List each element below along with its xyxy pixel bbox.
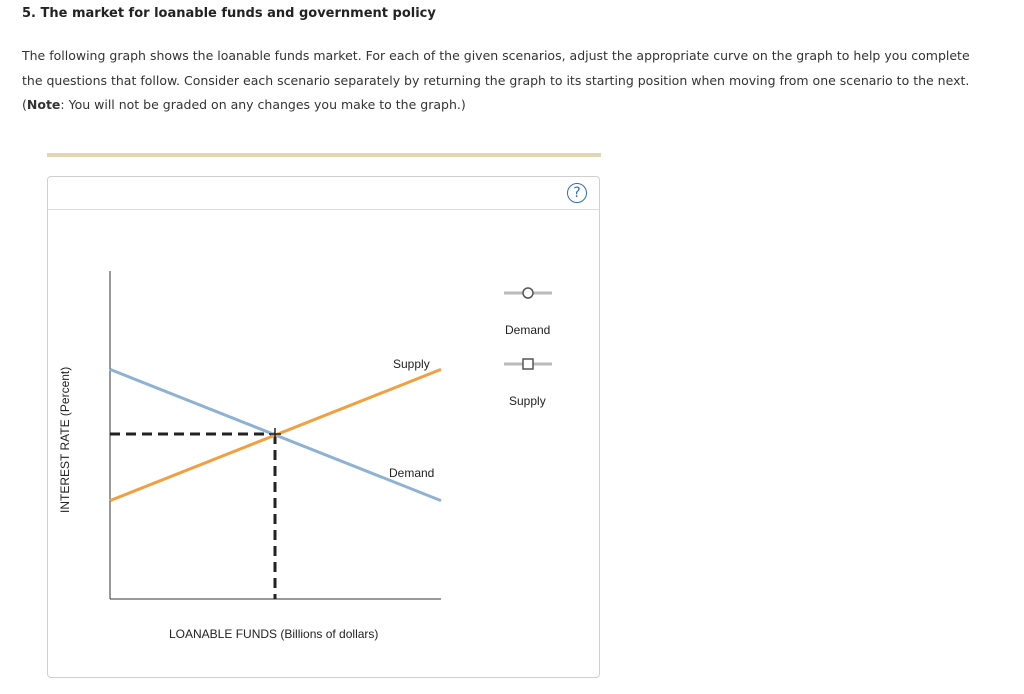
instructions-text: The following graph shows the loanable funds market. For each of the given scenarios, adjust the appropriate curve on the graph to help you complete the questions that follow. Consider each scenario separately by returning the graph to its starting position when moving from one scenario to the next.	[22, 48, 970, 88]
question-title: 5. The market for loanable funds and government policy	[22, 6, 436, 21]
demand-tool[interactable]	[504, 288, 552, 298]
section-divider	[47, 153, 601, 157]
note-label: Note	[26, 97, 61, 112]
note-colon: :	[60, 97, 65, 112]
note-open-paren: (	[22, 97, 27, 112]
legend-supply-label: Supply	[509, 394, 546, 408]
supply-tool-square-icon[interactable]	[523, 359, 533, 369]
loanable-funds-graph	[48, 177, 601, 679]
supply-curve-label: Supply	[393, 357, 430, 371]
demand-tool-circle-icon[interactable]	[523, 288, 533, 298]
question-instructions	[22, 44, 982, 118]
legend-demand-label: Demand	[505, 323, 551, 337]
y-axis-label: INTEREST RATE (Percent)	[58, 366, 72, 513]
x-axis-label: LOANABLE FUNDS (Billions of dollars)	[169, 627, 379, 641]
graph-panel	[47, 176, 600, 678]
supply-tool[interactable]	[504, 359, 552, 369]
demand-curve-label: Demand	[389, 466, 435, 480]
help-icon[interactable]: ?	[567, 183, 587, 203]
note-text: You will not be graded on any changes you make to the graph.)	[64, 97, 466, 112]
